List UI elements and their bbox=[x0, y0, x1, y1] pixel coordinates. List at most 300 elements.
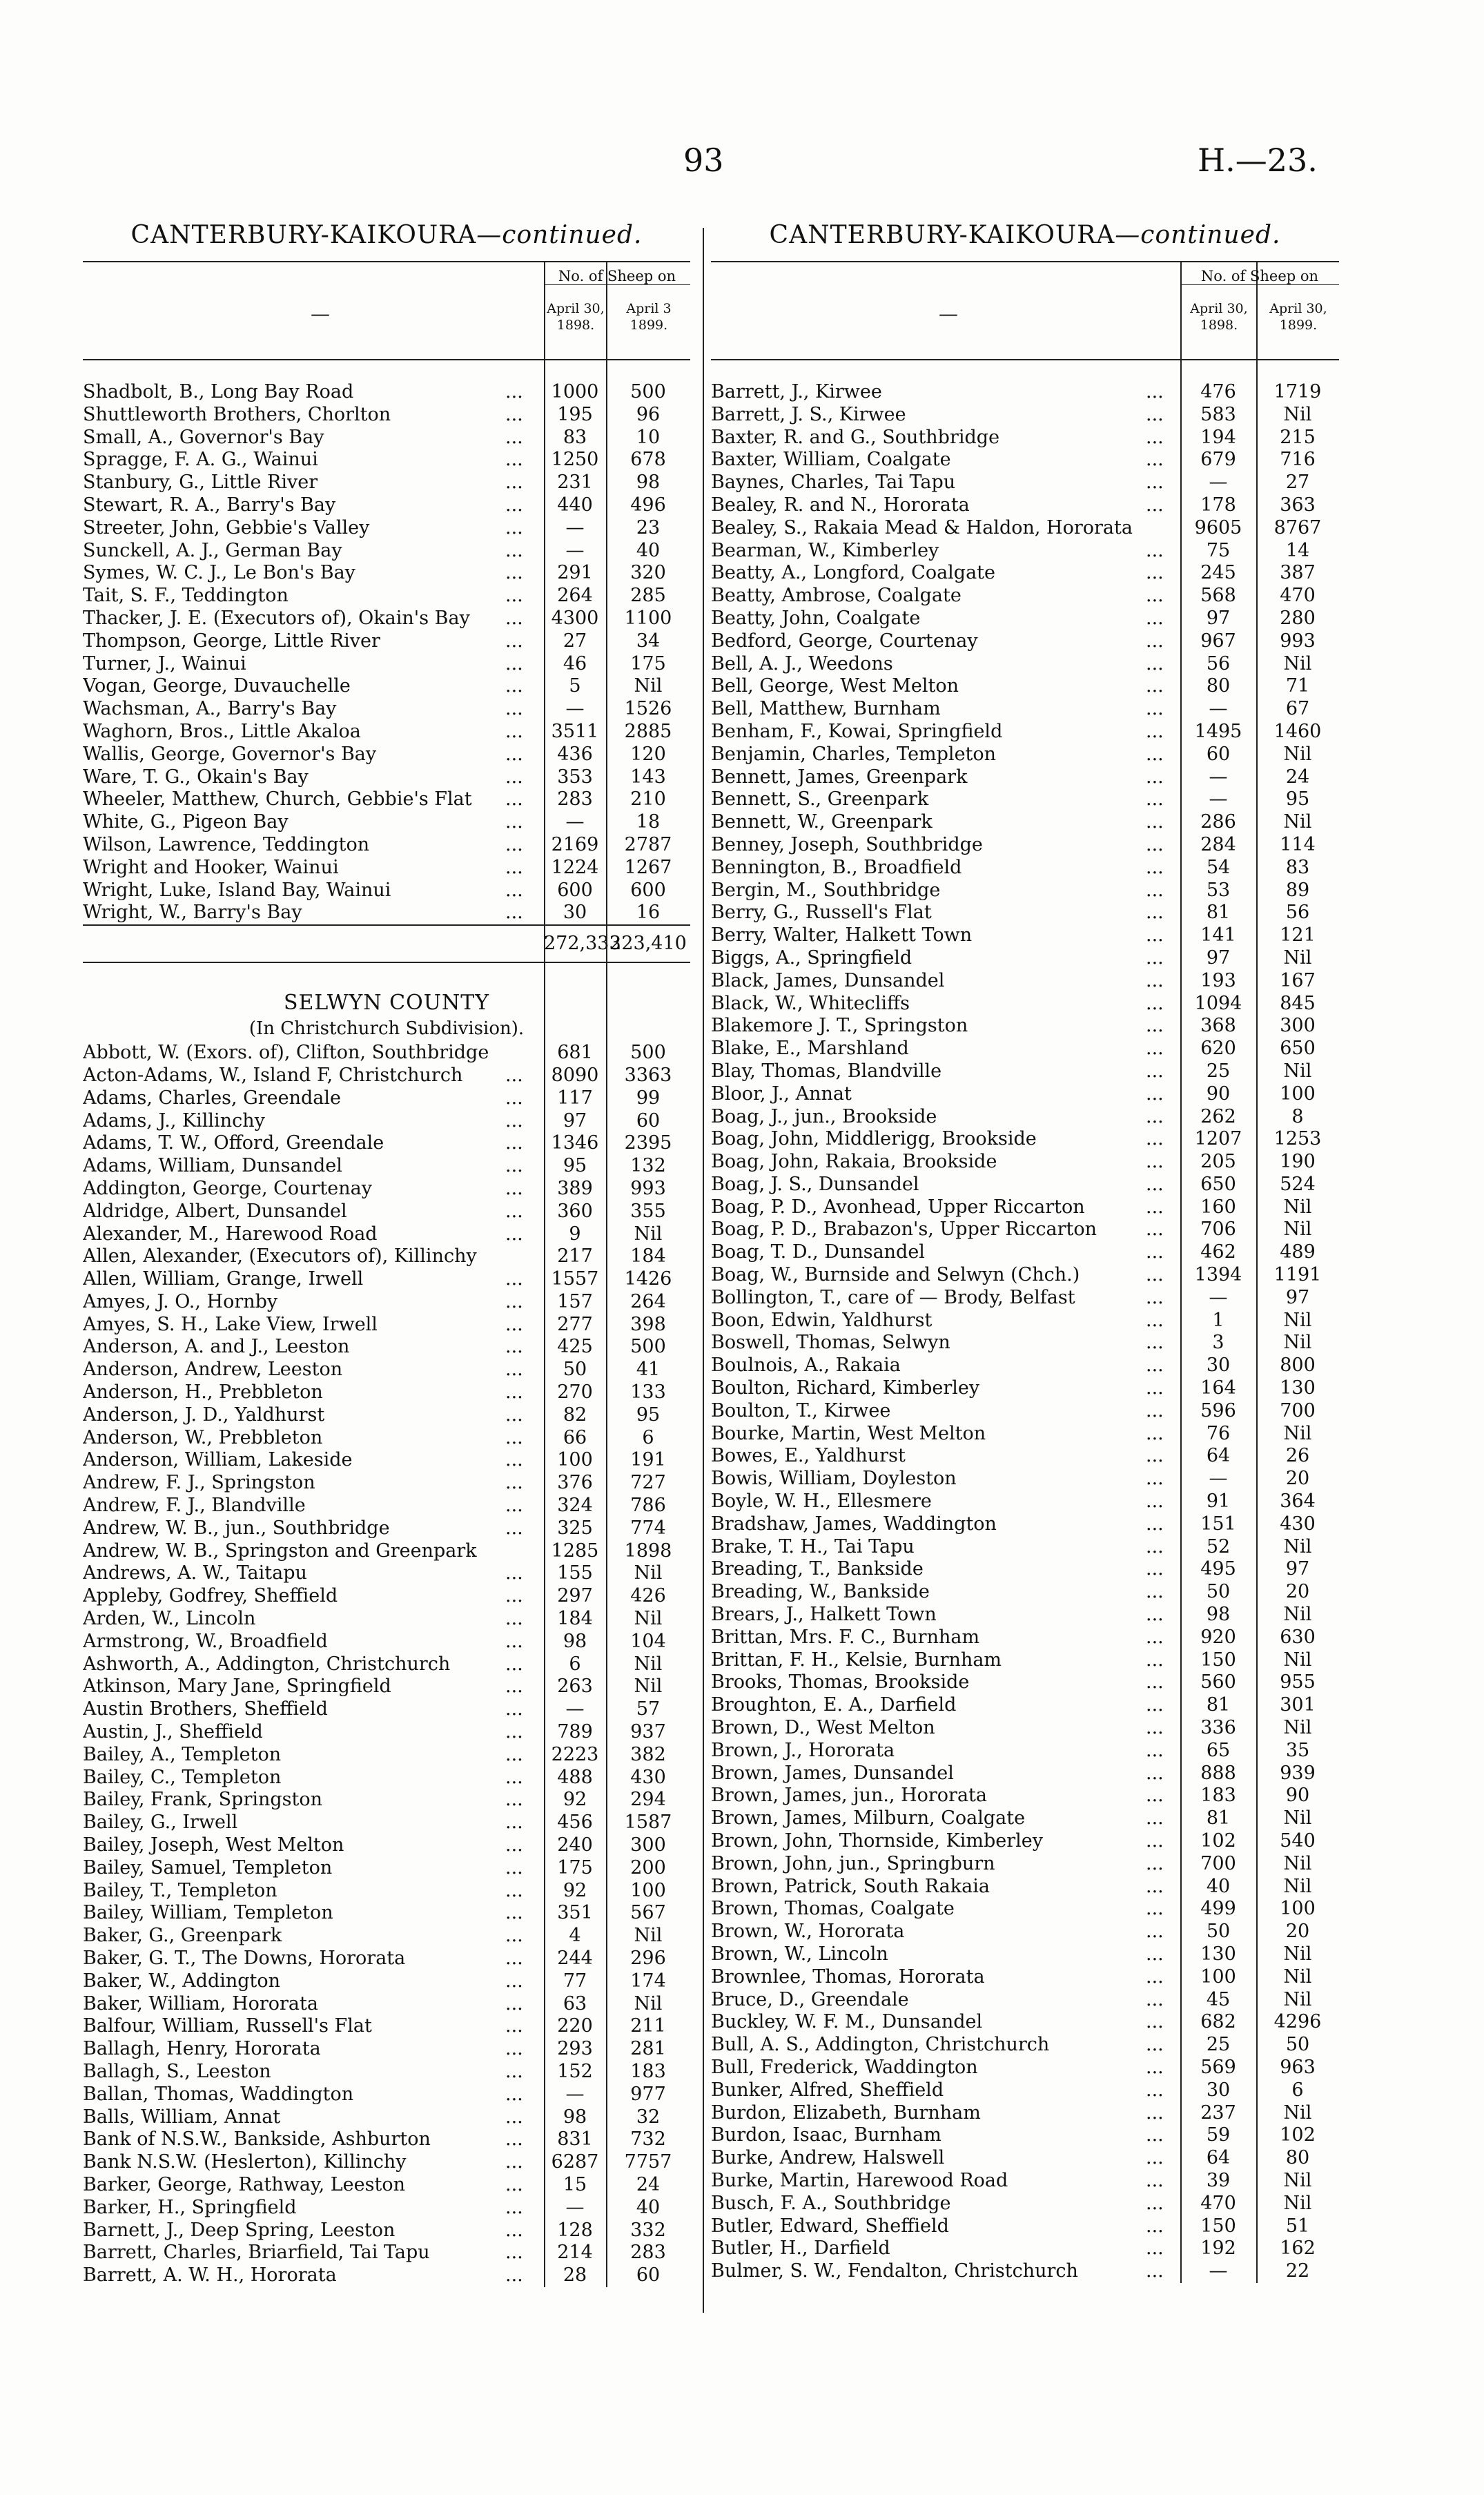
row-sheep-1898: 6287 bbox=[551, 2151, 599, 2173]
row-name: Tait, S. F., Teddington bbox=[83, 585, 289, 607]
table-row bbox=[711, 2170, 1339, 2193]
row-sheep-1899: 1460 bbox=[1273, 720, 1322, 742]
table-row bbox=[711, 675, 1339, 698]
row-sheep-1898: 28 bbox=[563, 2264, 587, 2287]
table-row bbox=[711, 1310, 1339, 1332]
row-sheep-1899: Nil bbox=[634, 1676, 663, 1698]
row-leader: ... bbox=[505, 1223, 523, 1245]
row-leader: ... bbox=[1146, 743, 1164, 765]
table-row bbox=[83, 1970, 690, 1993]
row-leader: ... bbox=[505, 766, 523, 788]
row-sheep-1898: 1224 bbox=[551, 856, 599, 878]
row-name: Boag, T. D., Dunsandel bbox=[711, 1241, 925, 1263]
row-leader: ... bbox=[1146, 1558, 1164, 1580]
row-name: Bailey, T., Templeton bbox=[83, 1879, 277, 1901]
table-row bbox=[711, 1400, 1339, 1423]
row-leader: ... bbox=[505, 2015, 523, 2037]
row-sheep-1898: 1207 bbox=[1194, 1128, 1242, 1150]
row-sheep-1898: 91 bbox=[1206, 1491, 1231, 1513]
row-sheep-1898: 98 bbox=[563, 1630, 587, 1652]
row-sheep-1899: 600 bbox=[630, 879, 666, 901]
table-row bbox=[711, 2260, 1339, 2283]
table-row bbox=[83, 1042, 690, 1065]
row-leader: ... bbox=[1146, 1875, 1164, 1897]
row-name: Boswell, Thomas, Selwyn bbox=[711, 1332, 950, 1354]
row-sheep-1899: 27 bbox=[1285, 472, 1310, 494]
left-header-date-1898: April 30, 1898. bbox=[547, 301, 605, 333]
row-sheep-1898: 59 bbox=[1206, 2124, 1231, 2146]
row-name: Barrett, Charles, Briarfield, Tai Tapu bbox=[83, 2242, 430, 2264]
row-name: Wright, Luke, Island Bay, Wainui bbox=[83, 879, 391, 901]
row-sheep-1898: 240 bbox=[557, 1834, 593, 1856]
row-sheep-1898: 2169 bbox=[551, 833, 599, 855]
table-row bbox=[711, 517, 1339, 540]
row-sheep-1899: 10 bbox=[636, 426, 661, 448]
row-name: Benham, F., Kowai, Springfield bbox=[711, 720, 1003, 742]
row-sheep-1899: 56 bbox=[1285, 902, 1310, 924]
row-sheep-1899: 977 bbox=[630, 2083, 666, 2105]
table-row bbox=[83, 811, 690, 834]
row-name: Bell, George, West Melton bbox=[711, 675, 959, 697]
row-name: Blake, E., Marshland bbox=[711, 1038, 909, 1060]
row-sheep-1899: 24 bbox=[636, 2173, 661, 2195]
table-row bbox=[83, 1427, 690, 1450]
row-name: Andrew, F. J., Blandville bbox=[83, 1495, 306, 1517]
row-sheep-1899: 364 bbox=[1280, 1491, 1316, 1513]
row-sheep-1899: 6 bbox=[1291, 2079, 1304, 2101]
row-sheep-1899: 121 bbox=[1280, 924, 1316, 946]
total-1898: 272,333 bbox=[544, 933, 621, 955]
row-leader: ... bbox=[505, 1359, 523, 1381]
row-name: Anderson, J. D., Yaldhurst bbox=[83, 1404, 325, 1426]
row-sheep-1898: 64 bbox=[1206, 1445, 1231, 1467]
left-heading-suffix: —continued. bbox=[476, 221, 643, 249]
row-sheep-1899: 1253 bbox=[1273, 1128, 1322, 1150]
row-name: Boyle, W. H., Ellesmere bbox=[711, 1491, 932, 1513]
total-1899: 223,410 bbox=[609, 933, 687, 955]
row-sheep-1899: 96 bbox=[636, 403, 661, 425]
table-row bbox=[711, 2193, 1339, 2215]
row-leader: ... bbox=[505, 1992, 523, 2015]
row-leader: ... bbox=[1146, 1377, 1164, 1399]
table-row bbox=[711, 1921, 1339, 1943]
table-row bbox=[83, 2084, 690, 2106]
row-sheep-1898: 30 bbox=[563, 902, 587, 924]
table-row bbox=[711, 1015, 1339, 1038]
row-sheep-1899: 355 bbox=[630, 1200, 666, 1222]
table-row bbox=[711, 630, 1339, 653]
row-name: Burke, Andrew, Halswell bbox=[711, 2147, 945, 2169]
row-sheep-1898: 46 bbox=[563, 652, 587, 674]
row-sheep-1899: Nil bbox=[1283, 2169, 1312, 2191]
row-name: Boulnois, A., Rakaia bbox=[711, 1355, 901, 1377]
row-sheep-1898: 81 bbox=[1206, 902, 1231, 924]
table-row bbox=[711, 1649, 1339, 1672]
row-name: Bunker, Alfred, Sheffield bbox=[711, 2079, 944, 2101]
row-sheep-1899: Nil bbox=[1283, 1332, 1312, 1354]
row-name: Vogan, George, Duvauchelle bbox=[83, 675, 351, 697]
row-leader: ... bbox=[1146, 2101, 1164, 2124]
row-sheep-1899: 20 bbox=[1285, 1468, 1310, 1490]
row-name: Ballagh, Henry, Hororata bbox=[83, 2038, 321, 2060]
row-sheep-1898: 30 bbox=[1206, 2079, 1231, 2101]
row-sheep-1899: 104 bbox=[630, 1630, 666, 1652]
row-sheep-1898: 920 bbox=[1200, 1626, 1236, 1648]
row-leader: ... bbox=[1146, 1739, 1164, 1761]
row-sheep-1899: 89 bbox=[1285, 879, 1310, 901]
table-row bbox=[711, 1219, 1339, 1241]
table-row bbox=[83, 381, 690, 404]
row-sheep-1899: 18 bbox=[636, 811, 661, 833]
row-name: Bealey, R. and N., Hororata bbox=[711, 494, 970, 516]
row-sheep-1898: 214 bbox=[557, 2242, 593, 2264]
row-name: Ware, T. G., Okain's Bay bbox=[83, 766, 309, 788]
table-row bbox=[83, 744, 690, 766]
row-sheep-1899: 32 bbox=[636, 2106, 661, 2128]
row-sheep-1898: 95 bbox=[563, 1155, 587, 1177]
row-sheep-1898: 157 bbox=[557, 1290, 593, 1312]
row-sheep-1899: 133 bbox=[630, 1381, 666, 1404]
row-name: Burdon, Elizabeth, Burnham bbox=[711, 2101, 981, 2124]
table-row bbox=[83, 2061, 690, 2084]
row-name: Boag, J., jun., Brookside bbox=[711, 1105, 937, 1127]
row-leader: ... bbox=[505, 1200, 523, 1222]
left-rows-b bbox=[83, 1042, 690, 2287]
row-name: Breading, W., Bankside bbox=[711, 1581, 930, 1603]
table-row bbox=[711, 608, 1339, 630]
row-name: Bennett, James, Greenpark bbox=[711, 766, 968, 788]
row-sheep-1899: 6 bbox=[642, 1426, 654, 1448]
row-leader: ... bbox=[505, 1721, 523, 1743]
left-header-sheep: No. of Sheep on bbox=[544, 268, 690, 285]
row-leader: ... bbox=[1146, 720, 1164, 742]
row-sheep-1899: Nil bbox=[634, 1653, 663, 1675]
row-leader: ... bbox=[1146, 1422, 1164, 1444]
row-sheep-1898: 237 bbox=[1200, 2101, 1236, 2124]
row-name: Bailey, Joseph, West Melton bbox=[83, 1834, 344, 1856]
table-row bbox=[711, 721, 1339, 744]
page-number: 93 bbox=[683, 142, 724, 179]
row-name: Andrew, W. B., Springston and Greenpark bbox=[83, 1540, 477, 1562]
row-name: Benjamin, Charles, Templeton bbox=[711, 743, 997, 765]
table-row bbox=[711, 1807, 1339, 1830]
row-name: Andrew, W. B., jun., Southbridge bbox=[83, 1517, 390, 1539]
table-row bbox=[83, 1585, 690, 1608]
table-row bbox=[711, 1106, 1339, 1129]
row-leader: ... bbox=[1146, 1762, 1164, 1784]
row-name: Baxter, R. and G., Southbridge bbox=[711, 426, 1000, 448]
row-sheep-1899: 120 bbox=[630, 743, 666, 765]
row-sheep-1899: 1526 bbox=[624, 698, 672, 720]
row-leader: ... bbox=[1146, 969, 1164, 991]
row-sheep-1898: 368 bbox=[1200, 1015, 1236, 1037]
table-row bbox=[711, 993, 1339, 1016]
row-leader: ... bbox=[505, 1743, 523, 1765]
row-sheep-1898: 293 bbox=[557, 2038, 593, 2060]
row-leader: ... bbox=[1146, 381, 1164, 402]
row-name: Beatty, Ambrose, Coalgate bbox=[711, 585, 961, 607]
row-sheep-1898: — bbox=[565, 2196, 585, 2218]
table-row bbox=[83, 1562, 690, 1585]
row-sheep-1899: 174 bbox=[630, 1970, 666, 1992]
row-sheep-1899: 184 bbox=[630, 1245, 666, 1268]
row-sheep-1899: 191 bbox=[630, 1449, 666, 1471]
row-name: Brown, Thomas, Coalgate bbox=[711, 1898, 955, 1920]
table-row bbox=[711, 2011, 1339, 2034]
row-sheep-1899: Nil bbox=[1283, 2101, 1312, 2124]
row-sheep-1898: 100 bbox=[1200, 1965, 1236, 1988]
row-leader: ... bbox=[505, 879, 523, 901]
row-name: Baker, William, Hororata bbox=[83, 1992, 318, 2015]
row-leader: ... bbox=[1146, 675, 1164, 697]
row-name: Small, A., Governor's Bay bbox=[83, 426, 324, 448]
row-sheep-1898: 297 bbox=[557, 1585, 593, 1607]
row-leader: ... bbox=[505, 1426, 523, 1448]
row-name: Austin, J., Sheffield bbox=[83, 1721, 263, 1743]
table-row bbox=[83, 1540, 690, 1563]
row-leader: ... bbox=[505, 1789, 523, 1811]
row-leader: ... bbox=[505, 1336, 523, 1358]
row-leader: ... bbox=[1146, 1671, 1164, 1693]
row-leader: ... bbox=[505, 2128, 523, 2151]
row-sheep-1898: — bbox=[565, 516, 585, 538]
row-name: Bennett, W., Greenpark bbox=[711, 811, 933, 833]
row-sheep-1899: 190 bbox=[1280, 1151, 1316, 1173]
row-leader: ... bbox=[1146, 2215, 1164, 2237]
row-name: Brown, John, jun., Springburn bbox=[711, 1852, 995, 1874]
table-row bbox=[711, 834, 1339, 857]
row-sheep-1898: 360 bbox=[557, 1200, 593, 1222]
row-name: Breading, T., Bankside bbox=[711, 1558, 924, 1580]
row-sheep-1899: 727 bbox=[630, 1472, 666, 1494]
row-sheep-1899: 301 bbox=[1280, 1694, 1316, 1716]
row-leader: ... bbox=[1146, 1649, 1164, 1671]
left-total-row bbox=[83, 924, 690, 963]
row-name: Adams, T. W., Offord, Greendale bbox=[83, 1132, 384, 1154]
row-leader: ... bbox=[1146, 2011, 1164, 2033]
row-name: Bradshaw, James, Waddington bbox=[711, 1513, 997, 1535]
row-sheep-1898: 6 bbox=[569, 1653, 581, 1675]
row-sheep-1898: 706 bbox=[1200, 1219, 1236, 1241]
row-sheep-1899: 294 bbox=[630, 1789, 666, 1811]
row-sheep-1899: 470 bbox=[1280, 585, 1316, 607]
row-sheep-1898: 175 bbox=[557, 1856, 593, 1878]
row-sheep-1899: 489 bbox=[1280, 1241, 1316, 1263]
row-name: Bailey, G., Irwell bbox=[83, 1812, 238, 1834]
row-leader: ... bbox=[1146, 924, 1164, 946]
row-leader: ... bbox=[1146, 630, 1164, 652]
row-leader: ... bbox=[505, 1404, 523, 1426]
row-leader: ... bbox=[505, 381, 523, 402]
row-sheep-1899: 20 bbox=[1285, 1921, 1310, 1943]
table-row bbox=[83, 2174, 690, 2197]
table-row bbox=[83, 1132, 690, 1155]
row-leader: ... bbox=[1146, 1921, 1164, 1943]
row-leader: ... bbox=[505, 1676, 523, 1698]
table-row bbox=[711, 1241, 1339, 1264]
row-sheep-1899: 100 bbox=[1280, 1898, 1316, 1920]
row-leader: ... bbox=[505, 1856, 523, 1878]
row-leader: ... bbox=[505, 1381, 523, 1404]
row-sheep-1899: 90 bbox=[1285, 1785, 1310, 1807]
row-sheep-1899: 143 bbox=[630, 766, 666, 788]
row-sheep-1899: 1719 bbox=[1273, 381, 1322, 402]
table-row bbox=[83, 2197, 690, 2220]
row-sheep-1899: Nil bbox=[634, 1925, 663, 1947]
row-name: Ballan, Thomas, Waddington bbox=[83, 2083, 354, 2105]
table-row bbox=[83, 834, 690, 857]
subdivision-heading: (In Christchurch Subdivision). bbox=[248, 1018, 525, 1040]
row-leader: ... bbox=[1146, 1038, 1164, 1060]
row-sheep-1898: 15 bbox=[563, 2173, 587, 2195]
row-name: Berry, Walter, Halkett Town bbox=[711, 924, 973, 946]
row-sheep-1899: 500 bbox=[630, 1336, 666, 1358]
row-name: Blakemore J. T., Springston bbox=[711, 1015, 968, 1037]
row-leader: ... bbox=[1146, 1309, 1164, 1331]
row-sheep-1899: 1426 bbox=[624, 1268, 672, 1290]
row-leader: ... bbox=[505, 2038, 523, 2060]
row-leader: ... bbox=[505, 1155, 523, 1177]
row-sheep-1898: 130 bbox=[1200, 1943, 1236, 1965]
row-sheep-1899: 50 bbox=[1285, 2034, 1310, 2056]
row-sheep-1898: 831 bbox=[557, 2128, 593, 2151]
row-sheep-1898: 336 bbox=[1200, 1717, 1236, 1739]
row-leader: ... bbox=[505, 1834, 523, 1856]
row-leader: ... bbox=[505, 2060, 523, 2082]
row-leader: ... bbox=[1146, 1604, 1164, 1626]
table-row bbox=[711, 1966, 1339, 1989]
right-heading bbox=[711, 221, 1339, 261]
table-row bbox=[83, 1495, 690, 1517]
row-leader: ... bbox=[1146, 879, 1164, 901]
row-leader: ... bbox=[505, 675, 523, 697]
row-leader: ... bbox=[505, 833, 523, 855]
row-sheep-1899: 80 bbox=[1285, 2147, 1310, 2169]
row-leader: ... bbox=[505, 2264, 523, 2287]
table-row bbox=[83, 698, 690, 721]
row-sheep-1899: 496 bbox=[630, 494, 666, 516]
row-name: Brown, Patrick, South Rakaia bbox=[711, 1875, 990, 1897]
row-name: Sunckell, A. J., German Bay bbox=[83, 539, 342, 561]
row-leader: ... bbox=[505, 1608, 523, 1630]
row-sheep-1899: Nil bbox=[1283, 1875, 1312, 1897]
row-sheep-1898: 967 bbox=[1200, 630, 1236, 652]
row-leader: ... bbox=[505, 494, 523, 516]
row-leader: ... bbox=[1146, 1626, 1164, 1648]
row-sheep-1898: 60 bbox=[1206, 743, 1231, 765]
table-row bbox=[711, 1491, 1339, 1513]
row-leader: ... bbox=[1146, 1015, 1164, 1037]
table-row bbox=[83, 1653, 690, 1676]
row-leader: ... bbox=[1146, 1513, 1164, 1535]
row-name: Brown, D., West Melton bbox=[711, 1717, 935, 1739]
row-sheep-1899: Nil bbox=[634, 1992, 663, 2015]
row-sheep-1899: 300 bbox=[1280, 1015, 1316, 1037]
table-row bbox=[711, 1627, 1339, 1649]
row-name: Bloor, J., Annat bbox=[711, 1083, 852, 1105]
row-sheep-1899: 280 bbox=[1280, 607, 1316, 629]
row-name: Brittan, F. H., Kelsie, Burnham bbox=[711, 1649, 1002, 1671]
row-sheep-1898: 1285 bbox=[551, 1540, 599, 1562]
table-row bbox=[83, 630, 690, 653]
row-name: Adams, Charles, Greendale bbox=[83, 1087, 342, 1109]
row-sheep-1898: 3 bbox=[1212, 1332, 1224, 1354]
row-sheep-1899: Nil bbox=[1283, 1807, 1312, 1829]
row-leader: ... bbox=[1146, 607, 1164, 629]
row-sheep-1898: 192 bbox=[1200, 2237, 1236, 2260]
row-name: Bell, A. J., Weedons bbox=[711, 652, 893, 674]
table-row bbox=[711, 766, 1339, 789]
row-name: Wilson, Lawrence, Teddington bbox=[83, 833, 370, 855]
row-sheep-1899: Nil bbox=[1283, 1852, 1312, 1874]
row-sheep-1898: 353 bbox=[557, 766, 593, 788]
row-sheep-1898: 98 bbox=[563, 2106, 587, 2128]
right-header-date-1899: April 30, 1899. bbox=[1269, 301, 1327, 333]
row-sheep-1898: 30 bbox=[1206, 1355, 1231, 1377]
row-leader: ... bbox=[505, 426, 523, 448]
row-sheep-1899: 211 bbox=[630, 2015, 666, 2037]
row-sheep-1899: 387 bbox=[1280, 562, 1316, 584]
row-sheep-1899: Nil bbox=[1283, 1965, 1312, 1988]
row-sheep-1899: 678 bbox=[630, 449, 666, 471]
row-sheep-1898: 681 bbox=[557, 1042, 593, 1064]
row-sheep-1898: 262 bbox=[1200, 1105, 1236, 1127]
row-sheep-1899: Nil bbox=[634, 1223, 663, 1245]
row-sheep-1899: 993 bbox=[630, 1177, 666, 1199]
row-sheep-1899: 732 bbox=[630, 2128, 666, 2151]
row-name: Butler, Edward, Sheffield bbox=[711, 2215, 949, 2237]
row-sheep-1899: 3363 bbox=[624, 1064, 672, 1086]
row-leader: ... bbox=[505, 1177, 523, 1199]
row-sheep-1898: 284 bbox=[1200, 833, 1236, 855]
row-sheep-1898: 64 bbox=[1206, 2147, 1231, 2169]
table-row bbox=[711, 1423, 1339, 1446]
table-row bbox=[83, 585, 690, 608]
row-sheep-1898: 4300 bbox=[551, 607, 599, 629]
table-row bbox=[711, 947, 1339, 970]
row-leader: ... bbox=[1146, 2124, 1164, 2146]
table-row bbox=[83, 788, 690, 811]
row-sheep-1899: Nil bbox=[1283, 743, 1312, 765]
row-sheep-1898: 193 bbox=[1200, 969, 1236, 991]
row-sheep-1898: 470 bbox=[1200, 2192, 1236, 2214]
row-sheep-1898: 277 bbox=[557, 1313, 593, 1335]
row-name: Bennett, S., Greenpark bbox=[711, 788, 929, 810]
row-sheep-1899: 100 bbox=[1280, 1083, 1316, 1105]
row-sheep-1899: Nil bbox=[1283, 1219, 1312, 1241]
row-sheep-1899: 14 bbox=[1285, 539, 1310, 561]
row-sheep-1899: 500 bbox=[630, 381, 666, 402]
table-row bbox=[711, 1581, 1339, 1604]
row-name: Bollington, T., care of — Brody, Belfast bbox=[711, 1286, 1075, 1308]
row-name: Waghorn, Bros., Little Akaloa bbox=[83, 720, 361, 742]
table-row bbox=[711, 2057, 1339, 2079]
row-leader: ... bbox=[1146, 1898, 1164, 1920]
row-leader: ... bbox=[1146, 1399, 1164, 1421]
row-sheep-1899: 2885 bbox=[624, 720, 672, 742]
row-sheep-1899: Nil bbox=[1283, 2192, 1312, 2214]
row-name: Wheeler, Matthew, Church, Gebbie's Flat bbox=[83, 788, 472, 810]
right-rows bbox=[711, 381, 1339, 2283]
table-row bbox=[711, 449, 1339, 472]
row-leader: ... bbox=[505, 1109, 523, 1132]
row-sheep-1898: 440 bbox=[557, 494, 593, 516]
row-leader: ... bbox=[1146, 856, 1164, 878]
county-heading: SELWYN COUNTY bbox=[283, 991, 490, 1016]
row-sheep-1899: 100 bbox=[630, 1879, 666, 1901]
row-sheep-1899: 2787 bbox=[624, 833, 672, 855]
row-sheep-1898: 425 bbox=[557, 1336, 593, 1358]
